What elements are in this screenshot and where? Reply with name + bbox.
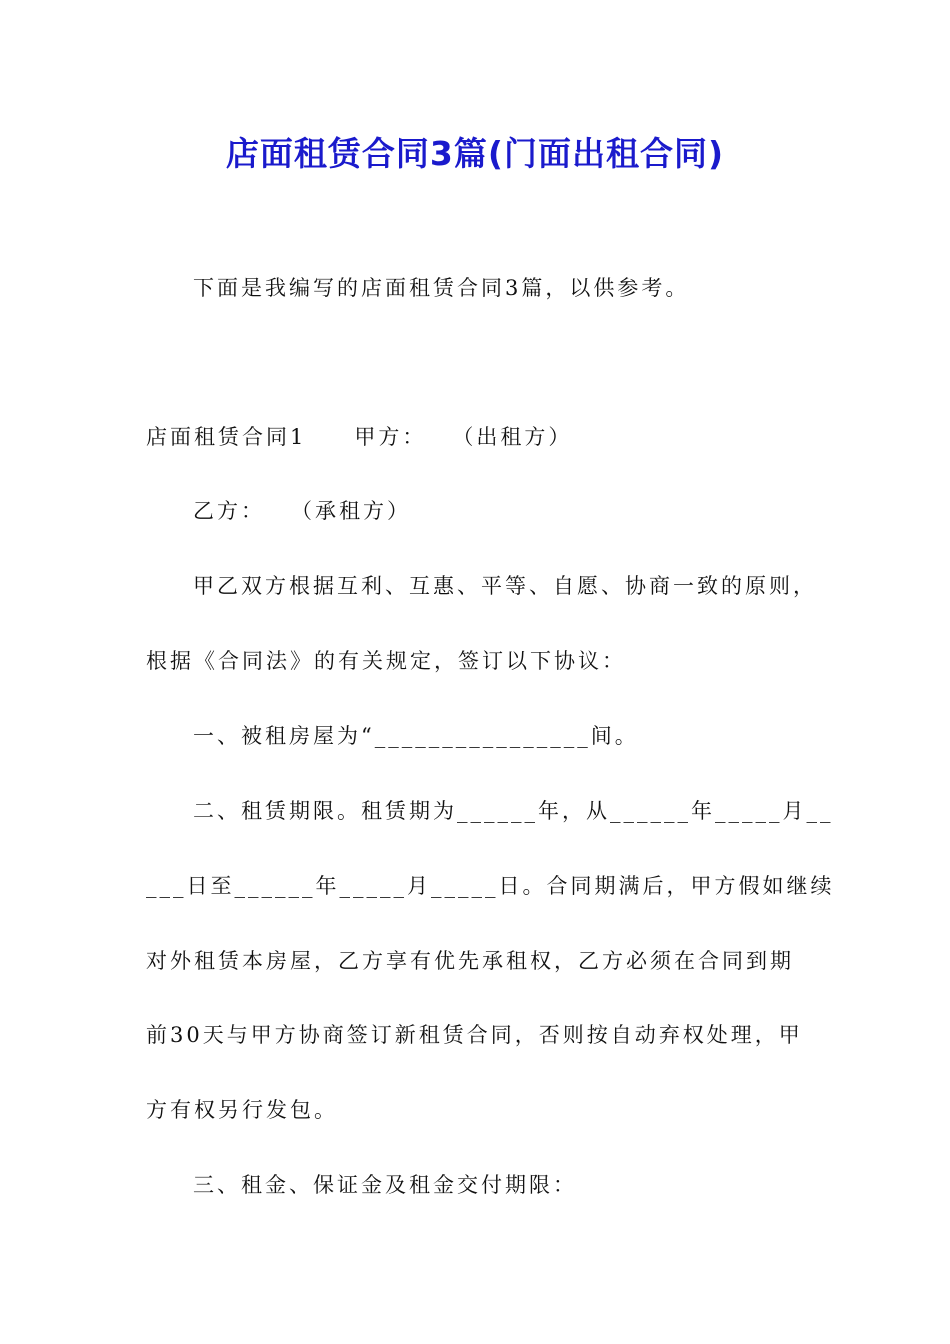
contract-heading-line bbox=[146, 422, 816, 452]
paragraph-line: 方有权另行发包。 bbox=[146, 1098, 338, 1122]
intro-paragraph: 下面是我编写的店面租赁合同3篇，以供参考。 bbox=[193, 276, 690, 300]
document-title: 店面租赁合同3篇(门面出租合同) bbox=[225, 134, 725, 173]
contract-heading: 店面租赁合同1 bbox=[146, 425, 307, 449]
paragraph-line: 对外租赁本房屋，乙方享有优先承租权，乙方必须在合同到期 bbox=[146, 949, 794, 973]
paragraph-line: 根据《合同法》的有关规定，签订以下协议： bbox=[146, 649, 626, 673]
paragraph-line: 甲乙双方根据互利、互惠、平等、自愿、协商一致的原则， bbox=[193, 574, 817, 598]
party-b-line bbox=[193, 496, 863, 526]
party-a-role: （出租方） bbox=[452, 425, 573, 449]
clause-1-line: 一、被租房屋为“________________间。 bbox=[193, 724, 639, 748]
party-a-label: 甲方： bbox=[354, 425, 427, 449]
clause-2-line: 二、租赁期限。租赁期为______年，从______年_____月__ bbox=[193, 799, 834, 823]
paragraph-line: 前30天与甲方协商签订新租赁合同，否则按自动弃权处理，甲 bbox=[146, 1023, 803, 1047]
party-b-role: （承租方） bbox=[291, 499, 411, 523]
clause-3-line: 三、租金、保证金及租金交付期限： bbox=[193, 1173, 577, 1197]
paragraph-line: ___日至______年_____月_____日。合同期满后，甲方假如继续 bbox=[146, 874, 835, 898]
party-b-label: 乙方： bbox=[193, 499, 265, 523]
